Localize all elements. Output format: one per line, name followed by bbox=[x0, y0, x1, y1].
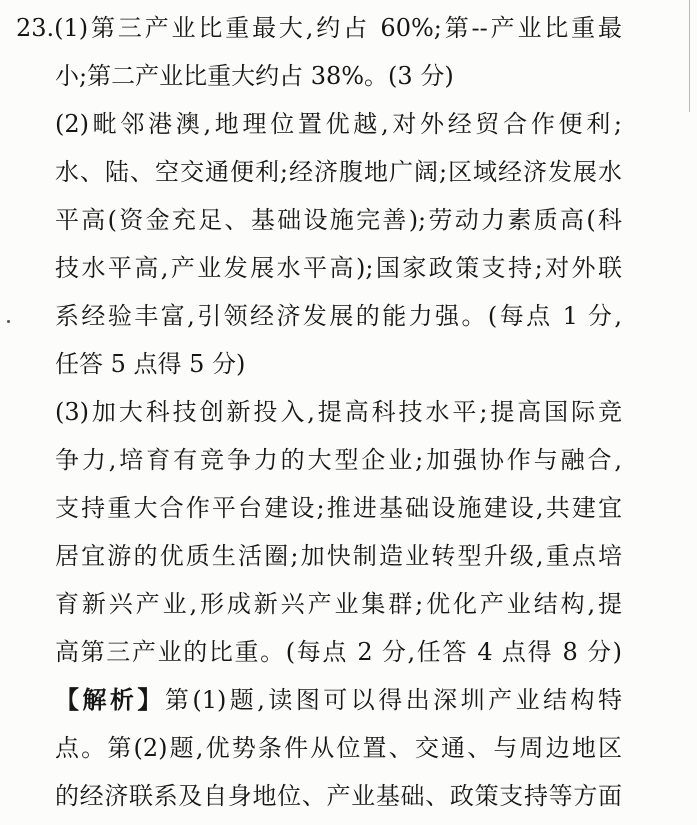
answer-line-2: 小;第二产业比重大约占 38%。(3 分) bbox=[55, 62, 454, 90]
answer-line-5: 平高(资金充足、基础设施完善);劳动力素质高(科 bbox=[55, 206, 622, 234]
analysis-line-2: 点。第(2)题,优势条件从位置、交通、与周边地区 bbox=[55, 734, 622, 762]
answer-line-7: 系经验丰富,引领经济发展的能力强。(每点 1 分, bbox=[55, 302, 622, 330]
answer-line-12: 居宜游的优质生活圈;加快制造业转型升级,重点培 bbox=[55, 542, 622, 570]
analysis-line-3: 的经济联系及自身地位、产业基础、政策支持等方面 bbox=[55, 782, 622, 810]
analysis-line-1 bbox=[55, 676, 622, 724]
analysis-label: 【解析】 bbox=[55, 685, 165, 714]
answer-line-8: 任答 5 点得 5 分) bbox=[55, 350, 246, 378]
answer-line-1: 23.(1)第三产业比重最大,约占 60%;第--产业比重最 bbox=[16, 14, 622, 42]
answer-line-3: (2)毗邻港澳,地理位置优越,对外经贸合作便利; bbox=[55, 110, 622, 138]
answer-line-11: 支持重大合作平台建设;推进基础设施建设,共建宜 bbox=[55, 494, 622, 522]
answer-line-14: 高第三产业的比重。(每点 2 分,任答 4 点得 8 分) bbox=[55, 638, 622, 666]
answer-line-10: 争力,培育有竞争力的大型企业;加强协作与融合, bbox=[55, 446, 622, 474]
answer-document bbox=[0, 4, 697, 825]
answer-line-6: 技水平高,产业发展水平高);国家政策支持;对外联 bbox=[55, 254, 622, 282]
analysis-text-1: 第(1)题,读图可以得出深圳产业结构特 bbox=[164, 686, 622, 714]
answer-line-4: 水、陆、空交通便利;经济腹地广阔;区域经济发展水 bbox=[55, 158, 622, 186]
answer-line-9: (3)加大科技创新投入,提高科技水平;提高国际竞 bbox=[55, 398, 622, 426]
answer-line-13: 育新兴产业,形成新兴产业集群;优化产业结构,提 bbox=[55, 590, 622, 618]
